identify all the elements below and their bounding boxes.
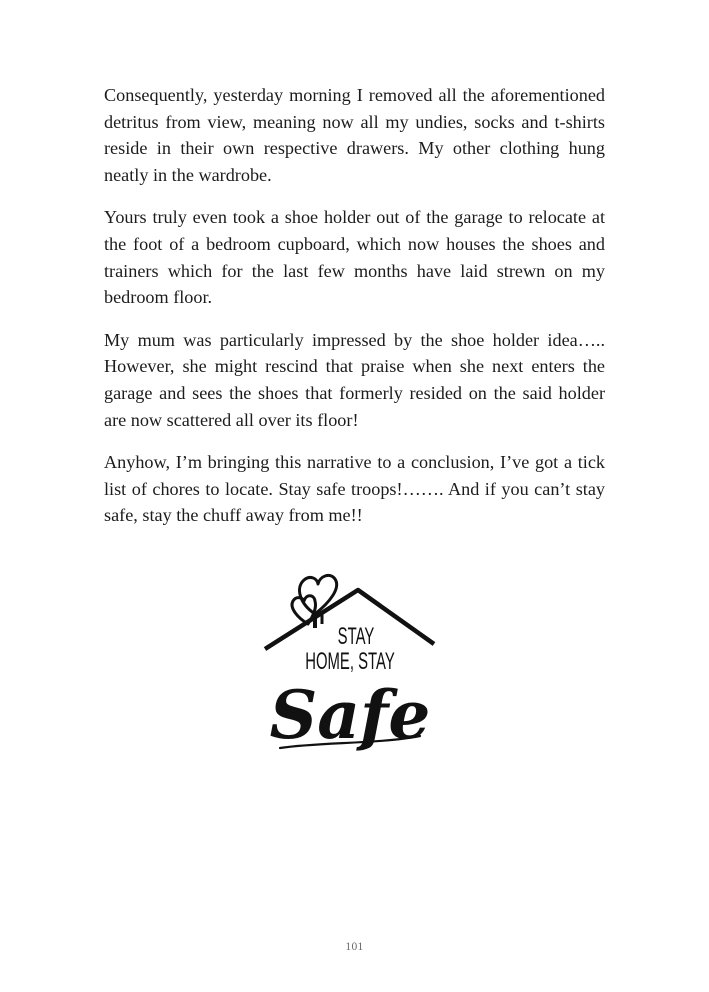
stay-home-stay-safe-logo bbox=[260, 566, 440, 762]
paragraph-2: Yours truly even took a shoe holder out of the garage to relocate at the foot of a bedroom cupboard, which now houses the shoes and trainers which for the last few months have laid strewn on my bedroom floor. bbox=[104, 207, 605, 308]
paragraph-1: Consequently, yesterday morning I removed all the aforementioned detritus from view, meaning now all my undies, socks and t-shirts reside in their own respective drawers. My other clothing hung neatly in the wardrobe. bbox=[104, 85, 605, 185]
logo-lettering bbox=[270, 624, 431, 754]
logo-line-3: Safe bbox=[269, 676, 431, 754]
paragraph-4: Anyhow, I’m bringing this narrative to a conclusion, I’ve got a tick list of chores to locate. Stay safe troops!……. And if you can’t stay safe, stay the chuff away from me!! bbox=[104, 452, 605, 526]
logo-line-1: STAY bbox=[337, 623, 375, 651]
logo-line-2: HOME, STAY bbox=[305, 648, 395, 676]
page-number: 101 bbox=[345, 941, 364, 953]
body-text bbox=[104, 82, 605, 545]
paragraph-3: My mum was particularly impressed by the shoe holder idea….. However, she might rescind that praise when she next enters the garage and sees the shoes that formerly resided on the said holder are now scattered all over its floor! bbox=[104, 329, 605, 430]
